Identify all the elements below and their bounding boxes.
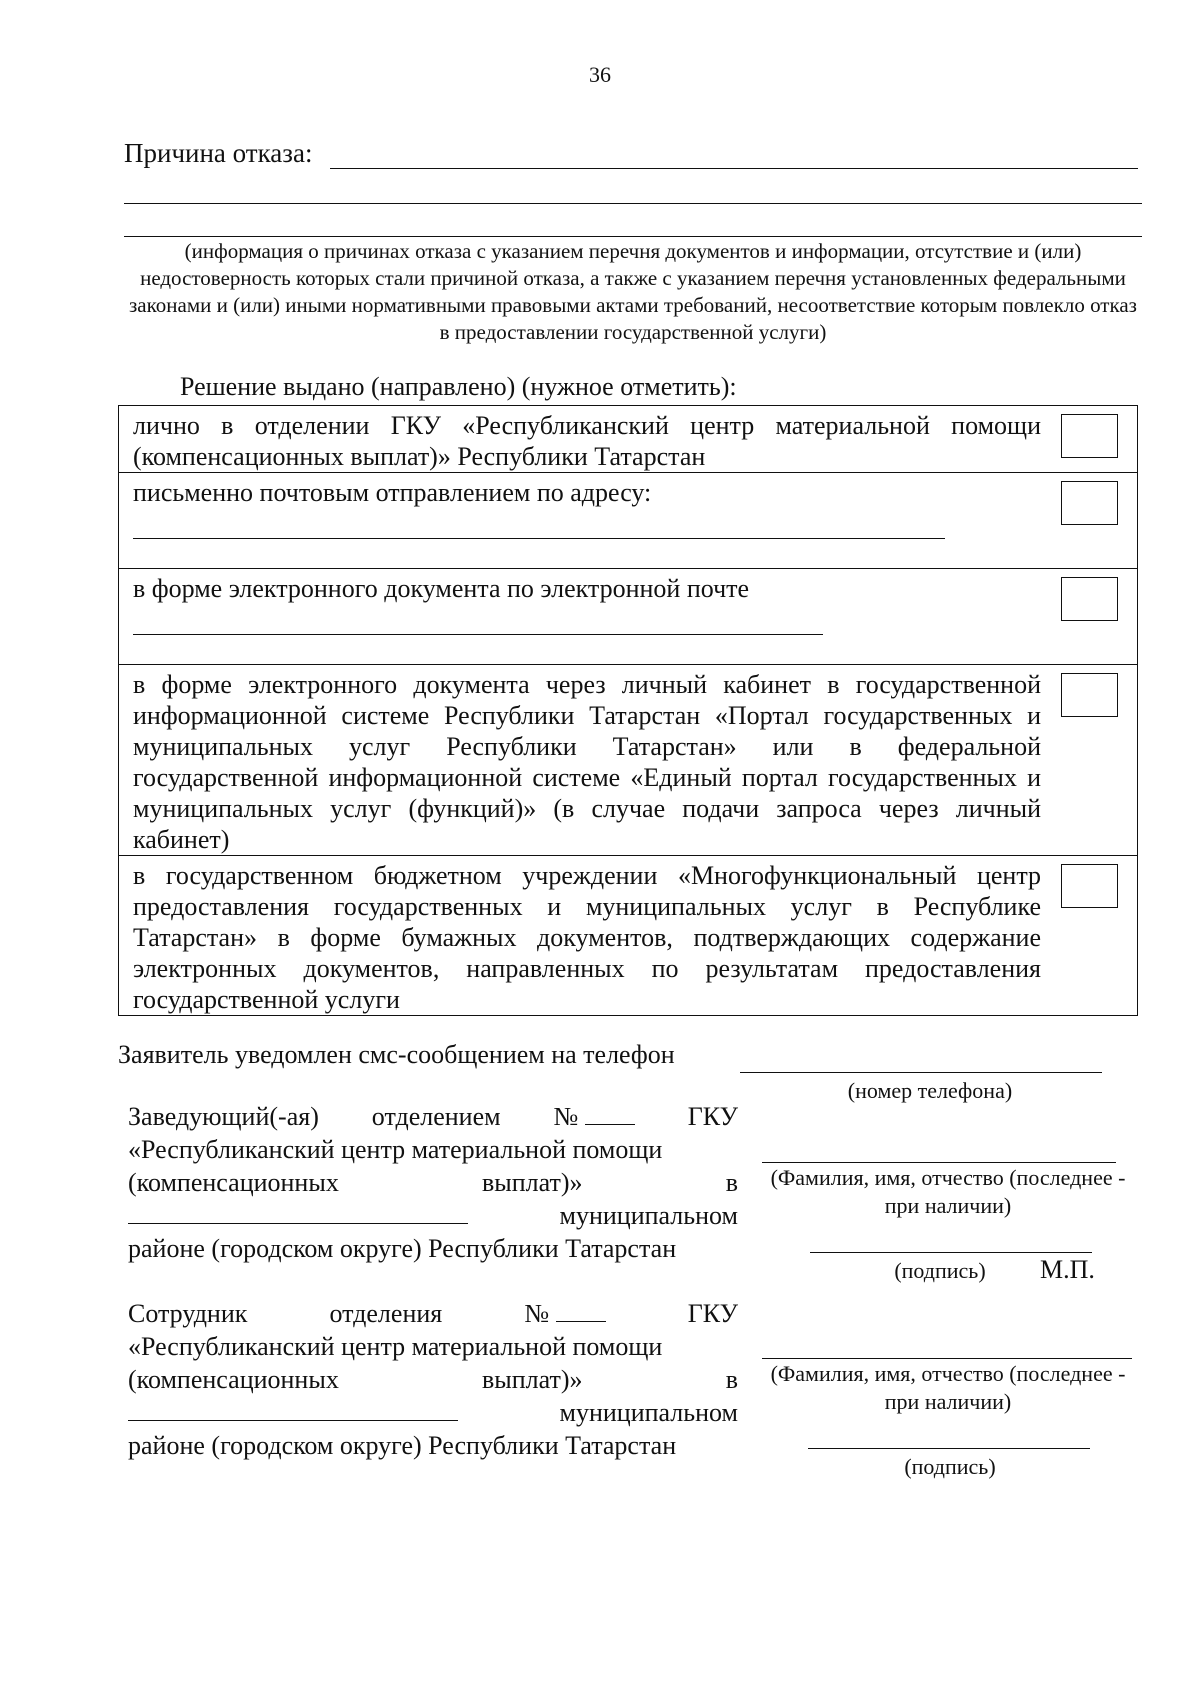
head-region-text: районе (городском округе) Республики Татарстан <box>128 1234 677 1263</box>
employee-org-name: «Республиканский центр материальной помощи <box>128 1332 663 1361</box>
sms-label: Заявитель уведомлен смс-сообщением на телефон <box>118 1040 675 1069</box>
employee-fio-line[interactable] <box>762 1358 1132 1359</box>
employee-org-word: (компенсационных <box>128 1365 339 1394</box>
employee-signature-block <box>128 1297 738 1462</box>
employee-title-word: отделения <box>329 1299 443 1328</box>
phone-number-line[interactable] <box>740 1072 1102 1073</box>
number-sign: № <box>553 1102 579 1131</box>
delivery-option-in-person-checkbox[interactable] <box>1061 414 1118 458</box>
delivery-option-mfc-label: в государственном бюджетном учреждении «Многофункциональный центр предоставления государственных и муниципальных услуг в Республике Татарстан» в форме бумажных документов, подтверждающих содержание электронных документов, направленных по результатам предоставления государственной услуги <box>133 861 1041 1014</box>
reason-label: Причина отказа: <box>124 138 313 168</box>
head-org-word: в <box>725 1168 738 1197</box>
reason-caption: (информация о причинах отказа с указанием перечня документов и информации, отсутствие и (или) недостоверность которых стали причиной отказа, а также с указанием перечня установленных федеральными законами и (или) иными нормативными правовыми актами требований, несоответствие которым повлекло отказ в предоставлении государственной услуги) <box>129 239 1137 344</box>
employee-region-text: районе (городском округе) Республики Татарстан <box>128 1431 677 1460</box>
delivery-options-table <box>118 405 1138 1016</box>
phone-number-caption: (номер телефона) <box>847 1078 1013 1103</box>
head-department-number-line[interactable] <box>585 1124 635 1125</box>
delivery-option-portal-label: в форме электронного документа через личный кабинет в государственной информационной системе Республики Татарстан «Портал государственных и муниципальных услуг Республики Татарстан» или в федеральной государственной информационной системе «Единый портал государственных и муниципальных услуг (функций)» (в случае подачи запроса через личный кабинет) <box>133 670 1041 854</box>
employee-signature-line[interactable] <box>808 1448 1090 1449</box>
employee-org-word: выплат)» <box>482 1365 583 1394</box>
delivery-option-row <box>119 473 1138 569</box>
head-municipality-line[interactable] <box>128 1199 468 1224</box>
delivery-option-in-person-label: лично в отделении ГКУ «Республиканский центр материальной помощи (компенсационных выплат)» Республики Татарстан <box>133 411 1041 471</box>
head-fio-line[interactable] <box>762 1162 1116 1163</box>
head-title-word: Заведующий(-ая) <box>128 1102 319 1131</box>
postal-address-line[interactable] <box>133 538 945 539</box>
number-sign: № <box>524 1299 550 1328</box>
head-title-word: ГКУ <box>687 1102 738 1131</box>
delivery-option-row <box>119 406 1138 473</box>
delivery-option-row <box>119 665 1138 856</box>
employee-fio-caption: (Фамилия, имя, отчество (последнее - при наличии) <box>770 1361 1126 1414</box>
delivery-option-email-label: в форме электронного документа по электронной почте <box>133 574 750 603</box>
stamp-place: М.П. <box>1040 1255 1095 1284</box>
delivery-option-mfc-checkbox[interactable] <box>1061 864 1118 908</box>
page-number: 36 <box>589 62 611 87</box>
delivery-option-row <box>119 856 1138 1016</box>
delivery-option-portal-checkbox[interactable] <box>1061 673 1118 717</box>
email-address-line[interactable] <box>133 634 823 635</box>
employee-department-number-line[interactable] <box>556 1321 606 1322</box>
delivery-option-email-checkbox[interactable] <box>1061 577 1118 621</box>
employee-municipality-word: муниципальном <box>559 1398 738 1427</box>
reason-field-line-2[interactable] <box>124 203 1142 204</box>
delivery-option-mail-label: письменно почтовым отправлением по адресу: <box>133 478 652 507</box>
delivery-option-row <box>119 569 1138 665</box>
head-municipality-word: муниципальном <box>559 1201 738 1230</box>
reason-field-line-1[interactable] <box>330 168 1138 169</box>
employee-title-word: ГКУ <box>687 1299 738 1328</box>
employee-municipality-line[interactable] <box>128 1396 458 1421</box>
reason-field-line-3[interactable] <box>124 236 1142 237</box>
head-fio-caption: (Фамилия, имя, отчество (последнее - при наличии) <box>770 1165 1126 1218</box>
head-signature-line[interactable] <box>810 1252 1092 1253</box>
employee-title-word: Сотрудник <box>128 1299 248 1328</box>
employee-signature-caption: (подпись) <box>904 1454 996 1479</box>
employee-org-word: в <box>725 1365 738 1394</box>
head-org-word: выплат)» <box>482 1168 583 1197</box>
head-org-name: «Республиканский центр материальной помощи <box>128 1135 663 1164</box>
delivery-option-mail-checkbox[interactable] <box>1061 481 1118 525</box>
head-signature-block <box>128 1100 738 1265</box>
head-org-word: (компенсационных <box>128 1168 339 1197</box>
decision-title: Решение выдано (направлено) (нужное отметить): <box>180 372 737 401</box>
head-signature-caption: (подпись) <box>894 1258 986 1283</box>
head-title-word: отделением <box>371 1102 501 1131</box>
